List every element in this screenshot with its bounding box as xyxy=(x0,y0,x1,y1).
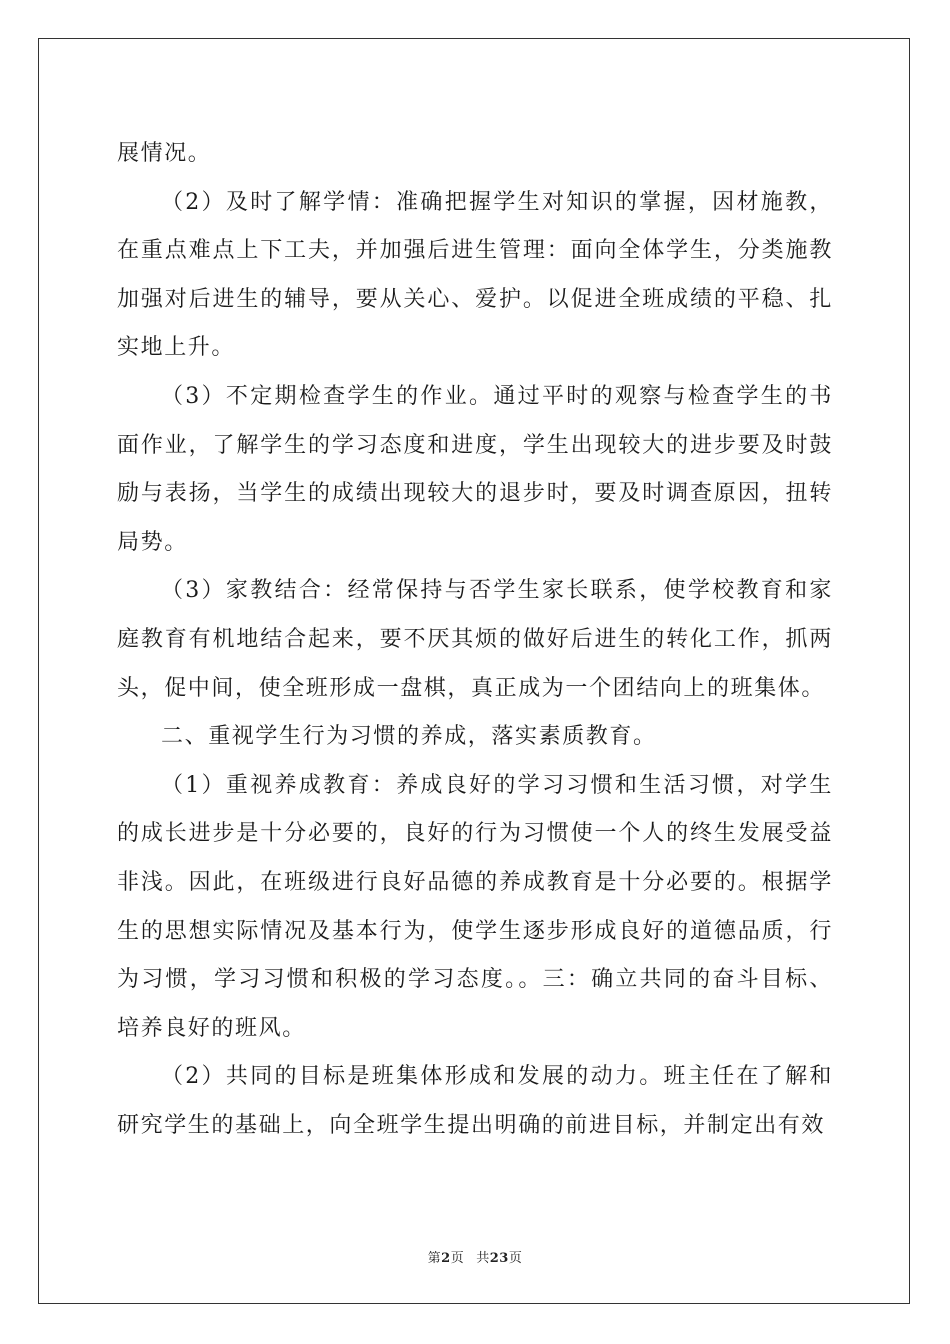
paragraph: （3）家教结合：经常保持与否学生家长联系，使学校教育和家庭教育有机地结合起来，要不厌其烦的做好后进生的转化工作，抓两头，促中间，使全班形成一盘棋，真正成为一个团结向上的班集体。 xyxy=(117,578,833,701)
section-heading: 二、重视学生行为习惯的养成，落实素质教育。 xyxy=(161,724,657,750)
document-body xyxy=(117,130,833,1150)
paragraph: （1）重视养成教育：养成良好的学习习惯和生活习惯，对学生的成长进步是十分必要的，良好的行为习惯使一个人的终生发展受益非浅。因此，在班级进行良好品德的养成教育是十分必要的。根据学生的思想实际情况及基本行为，使学生逐步形成良好的道德品质，行为习惯，学习习惯和积极的学习态度。。三：确立共同的奋斗目标、培养良好的班风。 xyxy=(117,772,833,1041)
paragraph: （2）共同的目标是班集体形成和发展的动力。班主任在了解和研究学生的基础上，向全班学生提出明确的前进目标，并制定出有效 xyxy=(117,1064,833,1138)
page-prefix: 第 xyxy=(427,1251,442,1266)
page-footer xyxy=(0,1247,950,1266)
page-number: 2 xyxy=(441,1251,451,1266)
paragraph: 展情况。 xyxy=(117,141,212,166)
paragraph: （3）不定期检查学生的作业。通过平时的观察与检查学生的书面作业，了解学生的学习态度和进度，学生出现较大的进步要及时鼓励与表扬，当学生的成绩出现较大的退步时，要及时调查原因，扭转局势。 xyxy=(117,383,833,555)
paragraph: （2）及时了解学情：准确把握学生对知识的掌握，因材施教，在重点难点上下工夫，并加强后进生管理：面向全体学生，分类施教加强对后进生的辅导，要从关心、爱护。以促进全班成绩的平稳、扎实地上升。 xyxy=(117,189,833,361)
page-suffix: 页 xyxy=(450,1251,465,1266)
total-prefix: 共 xyxy=(476,1251,490,1266)
total-suffix: 页 xyxy=(508,1251,523,1266)
total-pages: 23 xyxy=(489,1251,509,1266)
